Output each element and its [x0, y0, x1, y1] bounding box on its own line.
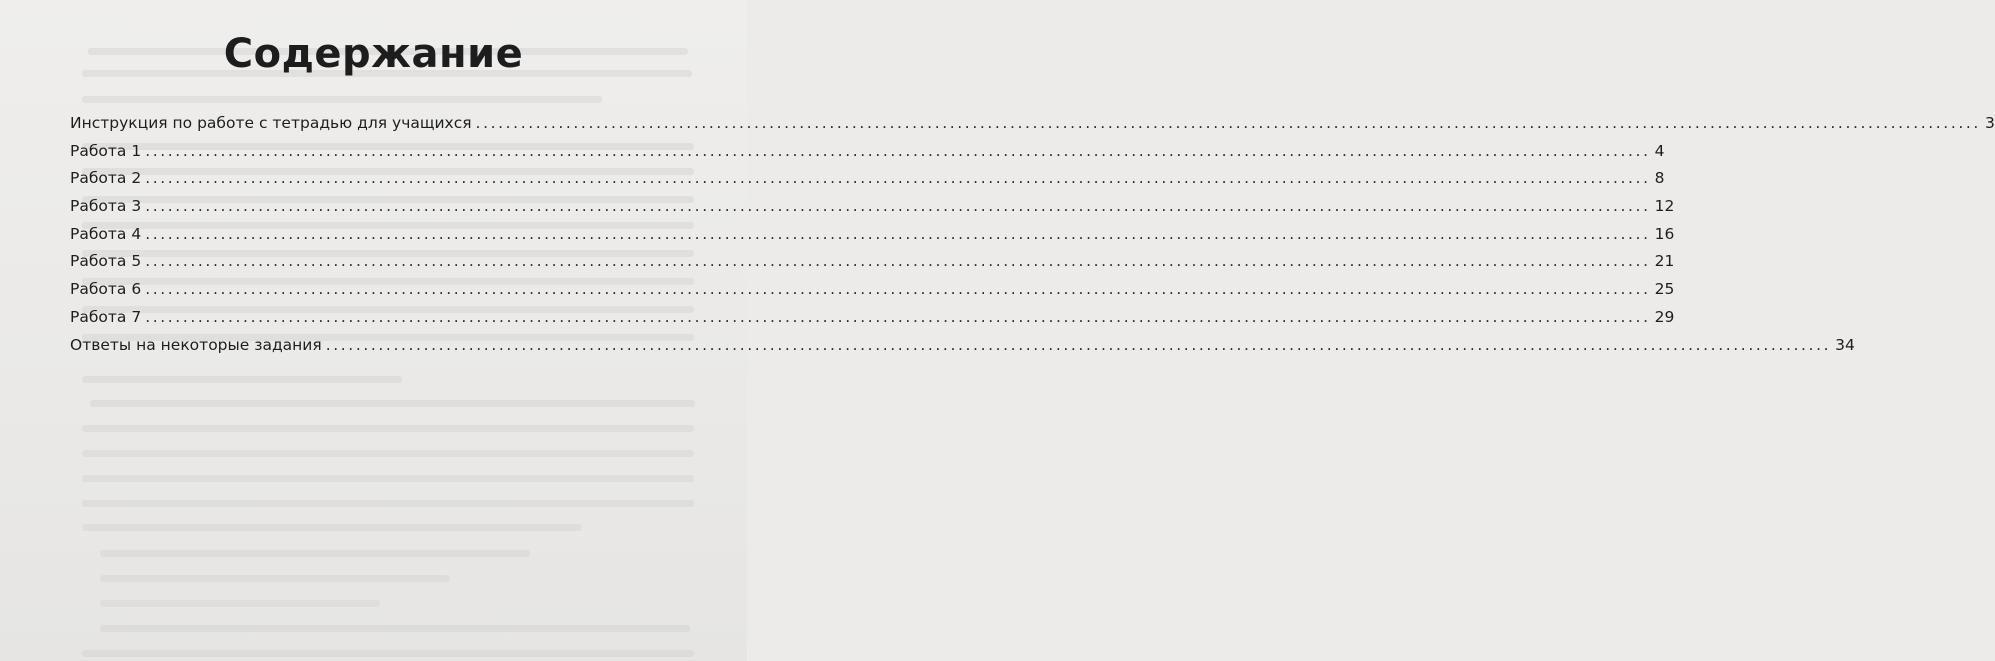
- toc-entry[interactable]: [70, 252, 1675, 280]
- toc-dot-leader: ........................................................................................................................................................................................................: [325, 335, 1832, 354]
- toc-entry-label: Работа 1: [70, 141, 142, 160]
- toc-entry-label: Работа 5: [70, 252, 142, 271]
- toc-dot-leader: ........................................................................................................................................................................................................: [145, 280, 1651, 299]
- toc-entry[interactable]: [70, 280, 1675, 308]
- toc-entry-label: Работа 6: [70, 280, 142, 299]
- toc-entry-page-number: 4: [1654, 141, 1665, 160]
- toc-entry[interactable]: [70, 114, 1995, 142]
- toc-entry-page-number: 29: [1654, 307, 1675, 326]
- page-title: Содержание: [223, 31, 524, 77]
- toc-dot-leader: ........................................................................................................................................................................................................: [145, 141, 1651, 160]
- toc-entry[interactable]: [70, 335, 1855, 364]
- toc-entry-page-number: 25: [1654, 280, 1675, 299]
- toc-entry-label: Работа 3: [70, 197, 142, 216]
- toc-entry-page-number: 16: [1654, 224, 1675, 243]
- toc-entry[interactable]: [70, 224, 1675, 253]
- toc-dot-leader: ........................................................................................................................................................................................................: [145, 224, 1651, 243]
- toc-entry[interactable]: [70, 141, 1665, 170]
- toc-entry-page-number: 12: [1654, 197, 1675, 216]
- toc-entry-label: Инструкция по работе с тетрадью для учащихся: [70, 114, 472, 132]
- toc-dot-leader: ........................................................................................................................................................................................................: [145, 307, 1651, 326]
- toc-entry-label: Работа 7: [70, 307, 142, 326]
- toc-dot-leader: ........................................................................................................................................................................................................: [475, 114, 1981, 132]
- toc-entry-label: Работа 4: [70, 224, 142, 243]
- toc-entry[interactable]: [70, 197, 1675, 225]
- toc-entry-page-number: 34: [1835, 335, 1855, 354]
- toc-entry-label: Ответы на некоторые задания: [70, 335, 322, 354]
- toc-entry[interactable]: [70, 169, 1665, 197]
- toc-entry-label: Работа 2: [70, 169, 142, 188]
- toc-entry-page-number: 8: [1654, 169, 1665, 188]
- toc-entry-page-number: 3: [1984, 114, 1995, 132]
- table-of-contents: [70, 114, 1995, 363]
- toc-dot-leader: ........................................................................................................................................................................................................: [145, 197, 1651, 216]
- toc-dot-leader: ........................................................................................................................................................................................................: [145, 169, 1651, 188]
- toc-dot-leader: ........................................................................................................................................................................................................: [145, 252, 1651, 271]
- toc-entry-page-number: 21: [1654, 252, 1675, 271]
- toc-entry[interactable]: [70, 307, 1675, 336]
